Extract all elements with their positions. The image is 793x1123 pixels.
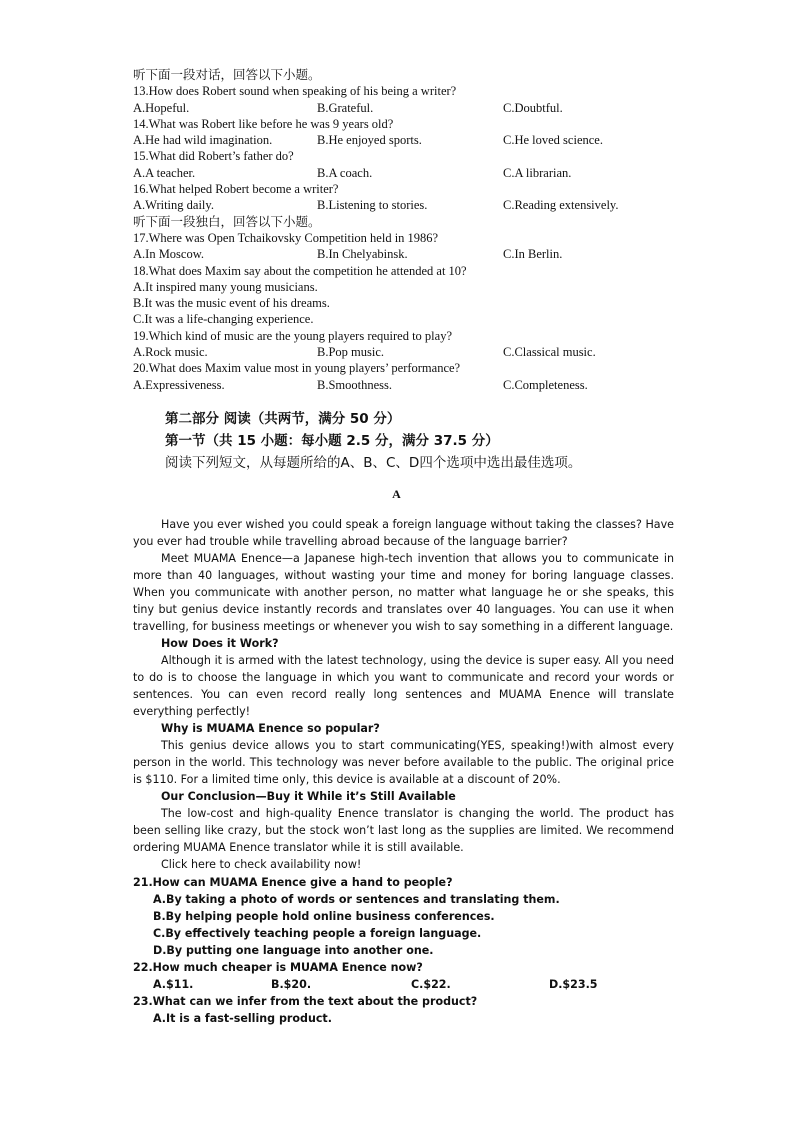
option-c: C.In Berlin. <box>503 247 563 262</box>
question-options <box>133 197 693 213</box>
question-options <box>133 246 693 262</box>
option-b: B.Grateful. <box>317 100 374 115</box>
section-title: 第一节（共 15 小题：每小题 2.5 分，满分 37.5 分） <box>165 433 499 449</box>
question-stem: 19.Which kind of music are the young players required to play? <box>133 328 453 343</box>
option-a: A.It is a fast-selling product. <box>153 1012 332 1025</box>
option-c: C.It was a life-changing experience. <box>133 312 314 327</box>
question-options <box>133 377 693 393</box>
paragraph: Meet MUAMA Enence—a Japanese high-tech invention that allows you to communicate in more than 40 languages, without wasting your time and money for boring language classes. When you communicate with another person, no matter what language he or she speaks, this tiny but genius device instantly records and translates over 40 languages. You can use it when travelling, for business meetings or whenever you wish to say something in a different language. <box>133 552 674 633</box>
question-stem: 18.What does Maxim say about the competition he attended at 10? <box>133 263 467 278</box>
option-a: A.By taking a photo of words or sentences and translating them. <box>153 893 560 906</box>
option-d: D.$23.5 <box>549 978 598 991</box>
question-options <box>133 976 693 993</box>
question-stem: 17.Where was Open Tchaikovsky Competition held in 1986? <box>133 230 439 245</box>
option-c: C.By effectively teaching people a foreign language. <box>153 927 482 940</box>
option-b: B.By helping people hold online business conferences. <box>153 910 495 923</box>
option-c: C.He loved science. <box>503 133 603 148</box>
part-title: 第二部分 阅读（共两节，满分 50 分） <box>165 411 401 427</box>
option-a: A.He had wild imagination. <box>133 133 273 148</box>
option-b: B.A coach. <box>317 165 373 180</box>
option-c: C.Doubtful. <box>503 100 563 115</box>
paragraph: Click here to check availability now! <box>161 858 362 871</box>
paragraph: This genius device allows you to start communicating(YES, speaking!)with almost every person in the world. This technology was never before available to the public. The original price is $110. For a limited time only, this device is available at a discount of 20%. <box>133 739 674 786</box>
question-options <box>133 344 693 360</box>
subheading: Why is MUAMA Enence so popular? <box>161 722 380 735</box>
paragraph: The low-cost and high-quality Enence translator is changing the world. The product has been selling like crazy, but the stock won’t last long as the supplies are limited. We recommend ordering MUAMA Enence translator while it is still available. <box>133 807 674 854</box>
option-a: A.$11. <box>153 978 194 991</box>
option-a: A.Rock music. <box>133 345 208 360</box>
option-c: C.A librarian. <box>503 165 572 180</box>
question-options <box>133 132 693 148</box>
option-a: A.Hopeful. <box>133 100 190 115</box>
option-c: C.$22. <box>411 978 451 991</box>
reading-instruction: 阅读下列短文，从每题所给的A、B、C、D四个选项中选出最佳选项。 <box>165 455 582 471</box>
question-stem: 21.How can MUAMA Enence give a hand to people? <box>133 876 453 889</box>
option-b: B.He enjoyed sports. <box>317 133 422 148</box>
question-stem: 13.How does Robert sound when speaking of his being a writer? <box>133 84 457 99</box>
option-a: A.Writing daily. <box>133 198 214 213</box>
question-stem: 22.How much cheaper is MUAMA Enence now? <box>133 961 423 974</box>
option-b: B.Pop music. <box>317 345 385 360</box>
option-b: B.$20. <box>271 978 312 991</box>
option-a: A.Expressiveness. <box>133 377 225 392</box>
question-stem: 14.What was Robert like before he was 9 years old? <box>133 116 394 131</box>
question-stem: 16.What helped Robert become a writer? <box>133 182 339 197</box>
option-c: C.Classical music. <box>503 345 596 360</box>
option-a: A.It inspired many young musicians. <box>133 279 318 294</box>
option-b: B.It was the music event of his dreams. <box>133 296 330 311</box>
option-b: B.Listening to stories. <box>317 198 428 213</box>
paragraph: Have you ever wished you could speak a foreign language without taking the classes? Have you ever had trouble while travelling abroad because of the language barrier? <box>133 518 674 548</box>
option-b: B.Smoothness. <box>317 377 393 392</box>
section-instruction: 听下面一段对话，回答以下小题。 <box>133 68 321 82</box>
option-a: A.In Moscow. <box>133 247 205 262</box>
subheading: How Does it Work? <box>161 637 279 650</box>
reading-passage <box>133 516 674 873</box>
option-a: A.A teacher. <box>133 165 196 180</box>
option-c: C.Reading extensively. <box>503 198 619 213</box>
reading-part-header <box>165 408 581 474</box>
question-options <box>133 165 693 181</box>
option-d: D.By putting one language into another one. <box>153 944 434 957</box>
question-stem: 15.What did Robert’s father do? <box>133 149 294 164</box>
question-stem: 20.What does Maxim value most in young players’ performance? <box>133 361 461 376</box>
question-stem: 23.What can we infer from the text about the product? <box>133 995 478 1008</box>
reading-questions <box>133 874 693 1027</box>
section-instruction: 听下面一段独白，回答以下小题。 <box>133 214 321 229</box>
passage-label: A <box>392 487 401 501</box>
listening-section <box>133 67 693 393</box>
question-options <box>133 100 693 116</box>
option-c: C.Completeness. <box>503 377 588 392</box>
option-b: B.In Chelyabinsk. <box>317 247 408 262</box>
paragraph: Although it is armed with the latest technology, using the device is super easy. All you need to do is to choose the language in which you want to communicate and record your words or sentences. You can even record really long sentences and MUAMA Enence will translate everything perfectly! <box>133 654 674 718</box>
subheading: Our Conclusion—Buy it While it’s Still Available <box>161 790 456 803</box>
